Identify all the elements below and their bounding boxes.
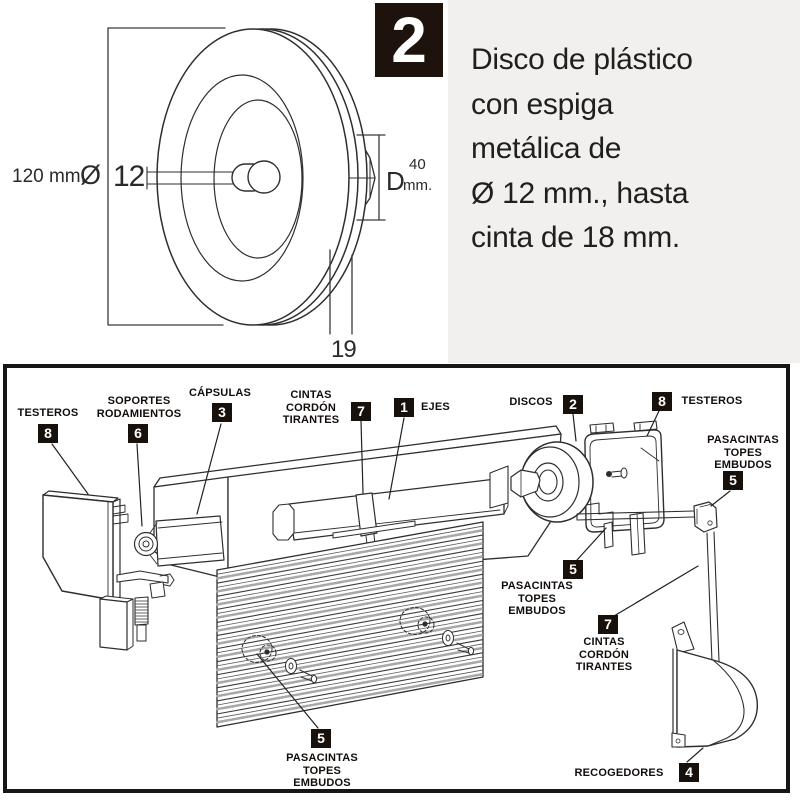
label-text: CORDÓN — [285, 401, 337, 414]
right-end-plate — [585, 430, 664, 532]
label-discos — [509, 396, 552, 409]
hub-unit: mm. — [403, 177, 433, 194]
badge-pasacintas-bottom: 5 — [311, 729, 331, 748]
label-text: CINTAS — [290, 389, 332, 401]
badge-pasacintas-right: 5 — [723, 471, 743, 490]
label-text: RECOGEDORES — [574, 767, 664, 779]
label-text: EJES — [421, 401, 450, 413]
label-text: EMBUDOS — [714, 459, 772, 471]
label-text: TESTEROS — [681, 395, 743, 407]
label-text: EMBUDOS — [508, 605, 566, 617]
label-text: TIRANTES — [575, 661, 633, 673]
badge-cintas-right: 7 — [598, 615, 618, 634]
tape-guide — [694, 502, 717, 532]
badge-soportes: 6 — [128, 424, 148, 443]
label-cintas-top — [283, 389, 340, 427]
guide-bar — [100, 599, 127, 650]
exploded-view — [43, 411, 757, 762]
label-text: TOPES — [302, 764, 342, 777]
diameter-symbol: Ø — [80, 160, 102, 190]
badge-cintas-top: 7 — [351, 402, 371, 421]
description-line: metálica de — [471, 132, 622, 165]
label-text: CINTAS — [583, 636, 625, 648]
badge-testeros-right: 8 — [652, 392, 672, 411]
label-soportes-rodamientos — [97, 395, 182, 420]
badge-recogedores: 4 — [679, 763, 699, 782]
label-text: EMBUDOS — [293, 777, 351, 789]
label-testeros-right — [682, 395, 743, 408]
left-end-plate — [43, 495, 113, 600]
bearing-bracket — [117, 571, 168, 583]
label-cintas-right — [576, 636, 633, 674]
badge-capsulas: 3 — [212, 403, 232, 422]
description-line: Ø 12 mm., hasta — [471, 176, 689, 210]
label-text: RODAMIENTOS — [96, 407, 182, 420]
label-text: CORDÓN — [578, 648, 630, 661]
label-pasacintas-bottom — [286, 752, 358, 790]
badge-testeros-left: 8 — [38, 424, 58, 443]
item-number: 2 — [391, 4, 427, 76]
label-text: DISCOS — [509, 396, 553, 408]
label-text: TOPES — [517, 592, 557, 605]
label-text: CÁPSULAS — [188, 387, 252, 399]
description-line: con espiga — [471, 87, 614, 121]
tape-vertical — [707, 532, 719, 662]
label-text: TOPES — [723, 446, 763, 459]
description-line: Disco de plástico — [471, 43, 693, 76]
label-text: TIRANTES — [282, 414, 340, 426]
badge-discos: 2 — [563, 395, 583, 414]
label-pasacintas-right — [707, 434, 779, 472]
hub-letter: D — [386, 166, 405, 196]
bore-dimension: 12 — [113, 160, 145, 193]
badge-pasacintas-center: 5 — [563, 560, 583, 579]
bearing — [135, 533, 158, 556]
label-capsulas — [189, 387, 251, 400]
disc-drawing — [147, 29, 385, 334]
diameter-dimension: 120 mm. — [12, 166, 86, 187]
label-text: PASACINTAS — [501, 580, 573, 592]
label-text: TESTEROS — [17, 407, 79, 419]
label-text: PASACINTAS — [286, 752, 358, 764]
label-recogedores — [575, 767, 664, 780]
item-number-box — [375, 3, 443, 77]
label-text: SOPORTES — [107, 395, 171, 407]
hub-value: 40 — [409, 156, 426, 173]
product-description — [471, 38, 693, 261]
tape-winder — [677, 650, 757, 747]
label-pasacintas-center — [501, 580, 573, 618]
thickness-dimension: 19 — [331, 336, 356, 363]
label-text: PASACINTAS — [707, 434, 779, 446]
label-testeros-left — [18, 407, 79, 420]
description-line: cinta de 18 mm. — [471, 221, 680, 254]
badge-ejes: 1 — [394, 398, 414, 417]
label-ejes — [421, 401, 450, 414]
